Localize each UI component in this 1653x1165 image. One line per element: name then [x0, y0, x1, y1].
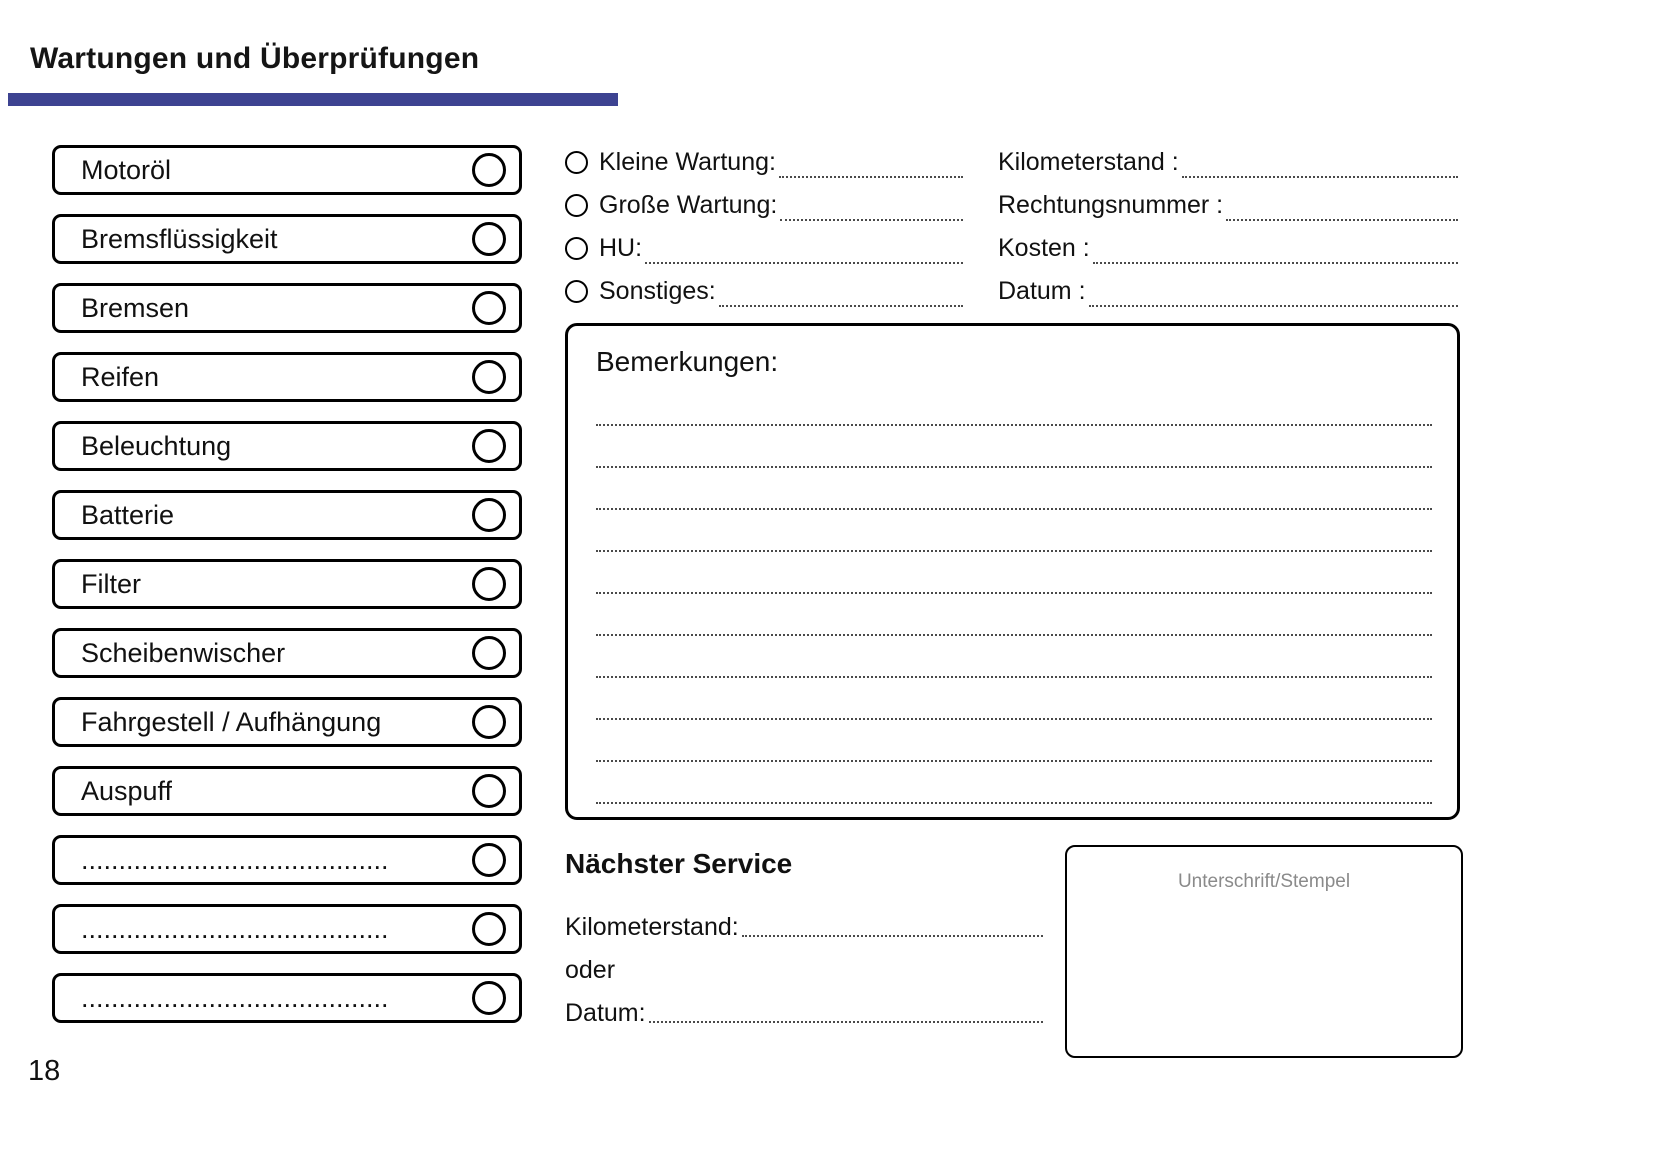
checklist-row-bremsfluessigkeit [52, 214, 522, 264]
dotted-fill-line[interactable] [780, 191, 963, 221]
remark-line [596, 636, 1432, 678]
remark-line [596, 594, 1432, 636]
remark-line [596, 468, 1432, 510]
checklist-item-label: Bremsflüssigkeit [81, 223, 278, 254]
checkbox-circle[interactable] [472, 636, 506, 670]
remark-line [596, 678, 1432, 720]
next-service-kilometerstand-row [565, 902, 1043, 942]
remark-line [596, 552, 1432, 594]
dotted-fill-line[interactable] [1093, 234, 1458, 264]
checklist-row-beleuchtung [52, 421, 522, 471]
checkbox-circle[interactable] [472, 705, 506, 739]
detail-field-label: Kosten : [998, 234, 1090, 262]
checklist-row-blank-2 [52, 904, 522, 954]
checkbox-circle[interactable] [472, 567, 506, 601]
service-option-label: HU: [599, 234, 643, 262]
checkbox-circle[interactable] [472, 981, 506, 1015]
signature-stamp-label: Unterschrift/Stempel [1177, 871, 1351, 892]
checklist-row-blank-3 [52, 973, 522, 1023]
detail-field-kosten [998, 227, 1458, 270]
dotted-fill-line[interactable] [1089, 277, 1458, 307]
radio-circle[interactable] [565, 237, 588, 260]
radio-circle[interactable] [565, 280, 588, 303]
checkbox-circle[interactable] [472, 912, 506, 946]
service-option-hu [565, 227, 963, 270]
remarks-box [565, 323, 1460, 820]
next-service-section [565, 848, 1043, 1031]
checklist-row-motoroel [52, 145, 522, 195]
checkbox-circle[interactable] [472, 429, 506, 463]
dotted-fill-line[interactable] [649, 1021, 1043, 1023]
signature-stamp-box [1065, 845, 1463, 1058]
radio-circle[interactable] [565, 194, 588, 217]
dotted-fill-line[interactable] [1182, 148, 1458, 178]
service-details-column [998, 141, 1458, 313]
service-option-label: Große Wartung: [599, 191, 778, 219]
page-number: 18 [28, 1055, 61, 1087]
checkbox-circle[interactable] [472, 291, 506, 325]
checkbox-circle[interactable] [472, 843, 506, 877]
checklist-item-blank-label[interactable]: ......................................... [81, 913, 389, 944]
checkbox-circle[interactable] [472, 153, 506, 187]
checklist-item-label: Fahrgestell / Aufhängung [81, 706, 382, 737]
service-option-label: Kleine Wartung: [599, 148, 776, 176]
remarks-title: Bemerkungen: [596, 346, 779, 377]
accent-bar [8, 93, 618, 106]
detail-field-label: Kilometerstand : [998, 148, 1179, 176]
checkbox-circle[interactable] [472, 360, 506, 394]
checklist-row-auspuff [52, 766, 522, 816]
checklist-item-blank-label[interactable]: ......................................... [81, 844, 389, 875]
checkbox-circle[interactable] [472, 498, 506, 532]
radio-circle[interactable] [565, 151, 588, 174]
checklist-item-label: Reifen [81, 361, 160, 392]
next-service-kilometerstand-label: Kilometerstand: [565, 913, 739, 941]
remark-line [596, 426, 1432, 468]
checklist-item-label: Motoröl [81, 154, 172, 185]
remark-line [596, 720, 1432, 762]
dotted-fill-line[interactable] [779, 148, 963, 178]
detail-field-label: Datum : [998, 277, 1086, 305]
checklist-row-blank-1 [52, 835, 522, 885]
remark-line [596, 510, 1432, 552]
checklist-row-reifen [52, 352, 522, 402]
dotted-fill-line[interactable] [1226, 191, 1458, 221]
dotted-fill-line[interactable] [742, 935, 1043, 937]
checklist-row-bremsen [52, 283, 522, 333]
detail-field-rechnungsnummer [998, 184, 1458, 227]
checklist-row-filter [52, 559, 522, 609]
remark-line [596, 384, 1432, 426]
checklist-row-batterie [52, 490, 522, 540]
service-option-label: Sonstiges: [599, 277, 716, 305]
next-service-title: Nächster Service [565, 848, 793, 879]
next-service-or-label: oder [565, 956, 616, 984]
checklist-item-label: Filter [81, 568, 141, 599]
remarks-lines [596, 384, 1432, 804]
checkbox-circle[interactable] [472, 222, 506, 256]
checkbox-circle[interactable] [472, 774, 506, 808]
checklist-item-label: Bremsen [81, 292, 190, 323]
service-type-column [565, 141, 963, 313]
dotted-fill-line[interactable] [645, 234, 963, 264]
checklist-item-label: Auspuff [81, 775, 173, 806]
service-option-kleine-wartung [565, 141, 963, 184]
remark-line [596, 762, 1432, 804]
dotted-fill-line[interactable] [719, 277, 963, 307]
next-service-datum-label: Datum: [565, 999, 646, 1027]
detail-field-datum [998, 270, 1458, 313]
next-service-datum-row [565, 988, 1043, 1028]
checklist-item-blank-label[interactable]: ......................................... [81, 982, 389, 1013]
next-service-or-row [565, 945, 1043, 985]
page-title: Wartungen und Überprüfungen [30, 42, 480, 75]
checklist-row-scheibenwischer [52, 628, 522, 678]
detail-field-label: Rechtungsnummer : [998, 191, 1224, 219]
checklist-item-label: Batterie [81, 499, 175, 530]
checklist-row-fahrgestell [52, 697, 522, 747]
checklist-column [52, 145, 522, 1042]
checklist-item-label: Beleuchtung [81, 430, 232, 461]
service-option-grosse-wartung [565, 184, 963, 227]
checklist-item-label: Scheibenwischer [81, 637, 286, 668]
service-option-sonstiges [565, 270, 963, 313]
detail-field-kilometerstand [998, 141, 1458, 184]
